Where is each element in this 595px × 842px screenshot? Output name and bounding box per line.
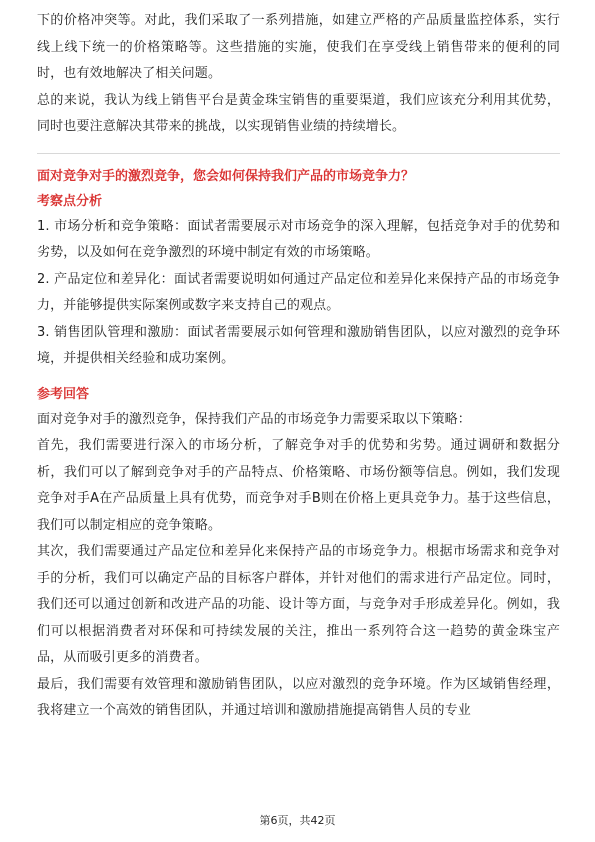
answer-paragraph-1: 面对竞争对手的激烈竞争，保持我们产品的市场竞争力需要采取以下策略： [37, 411, 471, 427]
analysis-point-2: 2. 产品定位和差异化：面试者需要说明如何通过产品定位和差异化来保持产品的市场竞争力，并能够提供实际案例或数字来支持自己的观点。 [37, 271, 560, 313]
answer-paragraph-4: 最后，我们需要有效管理和激励销售团队，以应对激烈的竞争环境。作为区域销售经理，我将建立一个高效的销售团队，并通过培训和激励措施提高销售人员的专业 [37, 676, 560, 718]
analysis-title: 考察点分析 [37, 193, 103, 209]
intro-paragraph-1: 下的价格冲突等。对此，我们采取了一系列措施，如建立严格的产品质量监控体系，实行线上线下统一的价格策略等。这些措施的实施，使我们在享受线上销售带来的便利的同时，也有效地解决了相关问题。 [37, 13, 560, 81]
section-divider [37, 153, 560, 154]
answer-paragraph-3: 其次，我们需要通过产品定位和差异化来保持产品的市场竞争力。根据市场需求和竞争对手的分析，我们可以确定产品的目标客户群体，并针对他们的需求进行产品定位。同时，我们还可以通过创新和改进产品的功能、设计等方面，与竞争对手形成差异化。例如，我们可以根据消费者对环保和可持续发展的关注，推出一系列符合这一趋势的黄金珠宝产品，从而吸引更多的消费者。 [37, 544, 560, 665]
answer-title: 参考回答 [37, 386, 90, 402]
analysis-point-3: 3. 销售团队管理和激励：面试者需要展示如何管理和激励销售团队，以应对激烈的竞争环境，并提供相关经验和成功案例。 [37, 324, 560, 366]
analysis-point-1: 1. 市场分析和竞争策略：面试者需要展示对市场竞争的深入理解，包括竞争对手的优势和劣势，以及如何在竞争激烈的环境中制定有效的市场策略。 [37, 218, 560, 260]
section-gap [37, 373, 560, 383]
page-number-footer: 第6页，共42页 [259, 814, 336, 827]
interview-question: 面对竞争对手的激烈竞争，您会如何保持我们产品的市场竞争力？ [37, 168, 415, 184]
answer-paragraph-2: 首先，我们需要进行深入的市场分析，了解竞争对手的优势和劣势。通过调研和数据分析，我们可以了解到竞争对手的产品特点、价格策略、市场份额等信息。例如，我们发现竞争对手A在产品质量上具有优势，而竞争对手B则在价格上更具竞争力。基于这些信息，我们可以制定相应的竞争策略。 [37, 438, 560, 533]
intro-paragraph-2: 总的来说，我认为线上销售平台是黄金珠宝销售的重要渠道，我们应该充分利用其优势，同时也要注意解决其带来的挑战，以实现销售业绩的持续增长。 [37, 92, 560, 134]
document-page [37, 8, 560, 725]
